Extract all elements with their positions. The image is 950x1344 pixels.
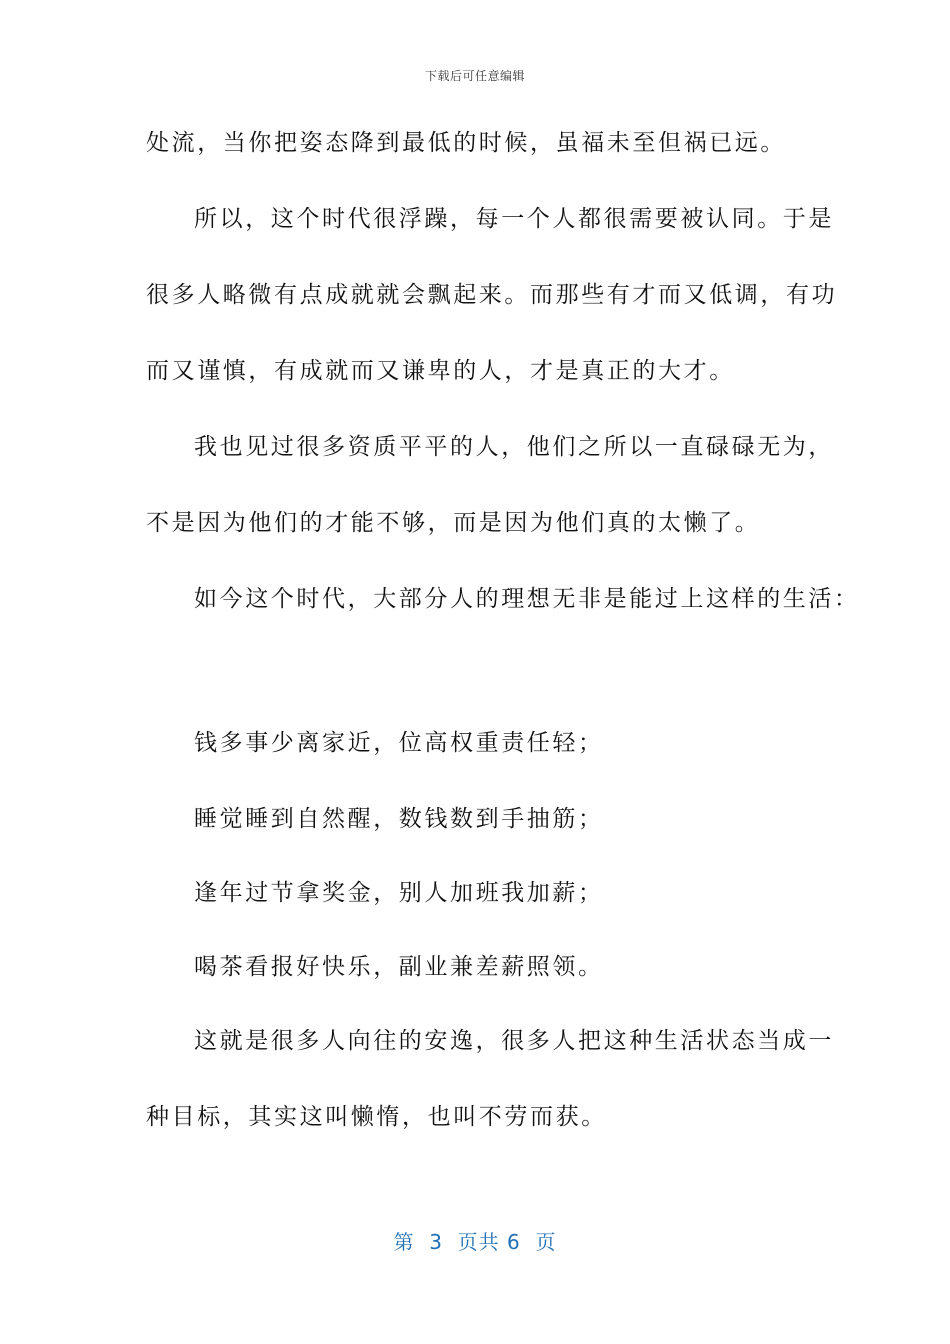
page-number-footer: 第 3 页共 6 页 [393, 1230, 557, 1254]
verse-line: 喝茶看报好快乐，副业兼差薪照领。 [194, 954, 604, 980]
paragraph-line: 所以，这个时代很浮躁，每一个人都很需要被认同。于是 [194, 206, 834, 232]
verse-line: 钱多事少离家近，位高权重责任轻； [194, 730, 604, 756]
paragraph-line: 如今这个时代，大部分人的理想无非是能过上这样的生活： [194, 586, 860, 612]
page-header: 下载后可任意编辑 [424, 69, 525, 83]
paragraph-line: 很多人略微有点成就就会飘起来。而那些有才而又低调，有功 [146, 282, 838, 308]
verse-line: 逢年过节拿奖金，别人加班我加薪； [194, 880, 604, 906]
paragraph-line: 我也见过很多资质平平的人，他们之所以一直碌碌无为， [194, 434, 834, 460]
paragraph-line: 这就是很多人向往的安逸，很多人把这种生活状态当成一 [194, 1028, 834, 1054]
paragraph-line: 而又谨慎，有成就而又谦卑的人，才是真正的大才。 [146, 358, 735, 384]
paragraph-line: 不是因为他们的才能不够，而是因为他们真的太懒了。 [146, 510, 761, 536]
paragraph-line: 种目标，其实这叫懒惰，也叫不劳而获。 [146, 1104, 607, 1130]
paragraph-line: 处流，当你把姿态降到最低的时候，虽福未至但祸已远。 [146, 130, 786, 156]
verse-line: 睡觉睡到自然醒，数钱数到手抽筋； [194, 806, 604, 832]
